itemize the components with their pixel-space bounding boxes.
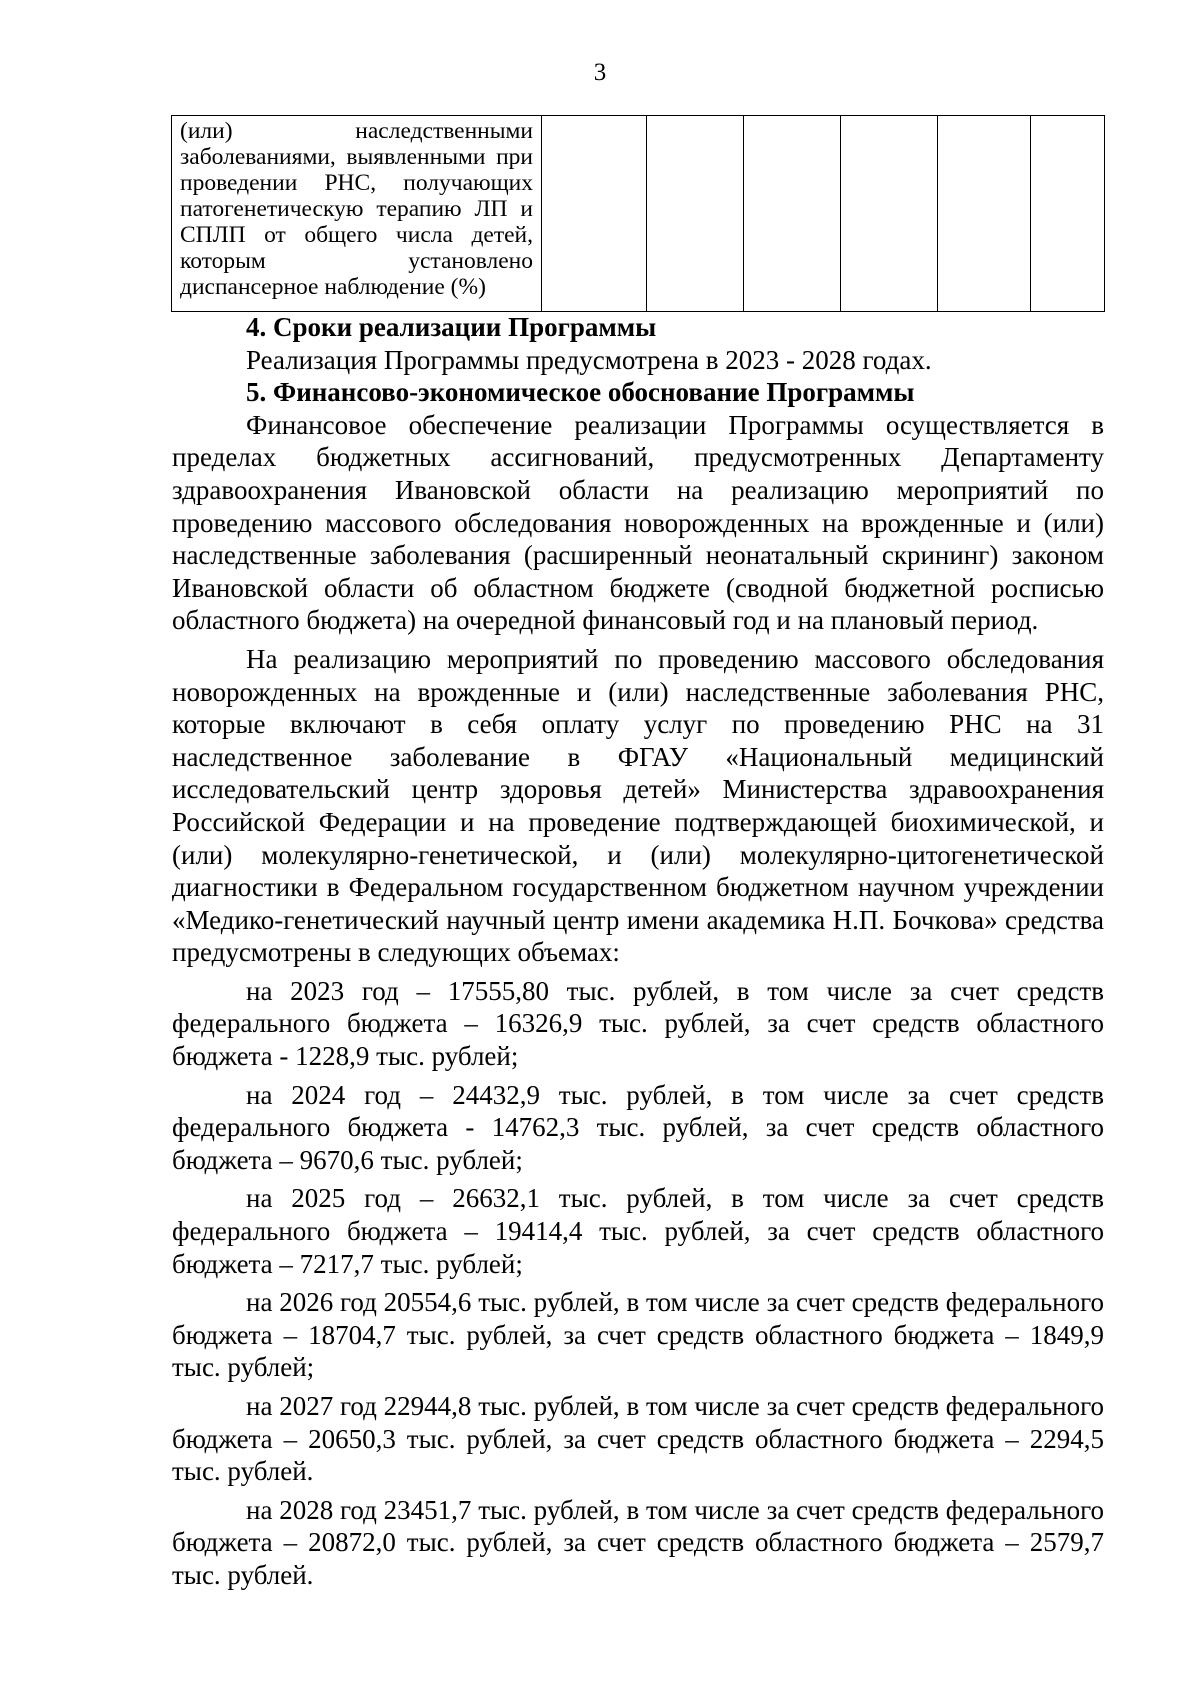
empty-value-cell	[938, 116, 1031, 312]
indicator-name-cell	[172, 116, 542, 312]
indicator-table-continuation	[171, 115, 1105, 312]
section-4-text: Реализация Программы предусмотрена в 2023 - 2028 годах.	[246, 344, 932, 375]
document-body	[172, 311, 1104, 1592]
funding-2025: на 2025 год – 26632,1 тыс. рублей, в том числе за счет средств федерального бюджета – 19414,4 тыс. рублей, за счет средств областного бюджета – 7217,7 тыс. рублей;	[172, 1183, 1104, 1279]
cell-line: заболеваниями, выявленными при	[180, 144, 533, 170]
cell-line: патогенетическую терапию ЛП и	[180, 196, 533, 222]
funding-2023: на 2023 год – 17555,80 тыс. рублей, в том числе за счет средств федерального бюджета – 16326,9 тыс. рублей, за счет средств областного бюджета - 1228,9 тыс. рублей;	[172, 975, 1104, 1072]
funding-2028: на 2028 год 23451,7 тыс. рублей, в том числе за счет средств федерального бюджета – 20872,0 тыс. рублей, за счет средств областного бюджета – 2579,7 тыс. рублей.	[172, 1494, 1104, 1590]
cell-line: (или) наследственными	[180, 118, 533, 144]
cell-line: СПЛП от общего числа детей,	[180, 222, 533, 248]
section-5-paragraph-1: Финансовое обеспечение реализации Программы осуществляется в пределах бюджетных ассигнований, предусмотренных Департаменту здравоохранения Ивановской области на реализацию мероприятий по проведению массового обследования новорожденных на врожденные и (или) наследственные заболевания (расширенный неонатальный скрининг) законом Ивановской области об областном бюджете (сводной бюджетной росписью областного бюджета) на очередной финансовый год и на плановый период.	[172, 409, 1104, 636]
empty-value-cell	[1031, 116, 1105, 312]
empty-value-cell	[542, 116, 647, 312]
section-5-paragraph-2: На реализацию мероприятий по проведению массового обследования новорожденных на врожденные и (или) наследственные заболевания РНС, которые включают в себя оплату услуг по проведению РНС на 31 наследственное заболевание в ФГАУ «Национальный медицинский исследовательский центр здоровья детей» Министерства здравоохранения Российской Федерации и на проведение подтверждающей биохимической, и (или) молекулярно-генетической, и (или) молекулярно-цитогенетической диагностики в Федеральном государственном бюджетном научном учреждении «Медико-генетический научный центр имени академика Н.П. Бочкова» средства предусмотрены в следующих объемах:	[172, 643, 1104, 968]
funding-2026: на 2026 год 20554,6 тыс. рублей, в том числе за счет средств федерального бюджета – 18704,7 тыс. рублей, за счет средств областного бюджета – 1849,9 тыс. рублей;	[172, 1287, 1104, 1383]
empty-value-cell	[841, 116, 938, 312]
cell-line: которым установлено	[180, 248, 533, 274]
section-5-heading: 5. Финансово-экономическое обоснование Программы	[246, 377, 915, 408]
funding-2024: на 2024 год – 24432,9 тыс. рублей, в том числе за счет средств федерального бюджета - 14762,3 тыс. рублей, за счет средств областного бюджета – 9670,6 тыс. рублей;	[172, 1079, 1104, 1175]
cell-line: диспансерное наблюдение (%)	[180, 274, 486, 300]
empty-value-cell	[647, 116, 744, 312]
cell-line: проведении РНС, получающих	[180, 170, 533, 196]
funding-2027: на 2027 год 22944,8 тыс. рублей, в том числе за счет средств федерального бюджета – 20650,3 тыс. рублей, за счет средств областного бюджета – 2294,5 тыс. рублей.	[172, 1391, 1104, 1487]
page-number: 3	[593, 59, 607, 86]
section-4-heading: 4. Сроки реализации Программы	[246, 312, 657, 342]
empty-value-cell	[744, 116, 841, 312]
table-row	[172, 116, 1105, 312]
